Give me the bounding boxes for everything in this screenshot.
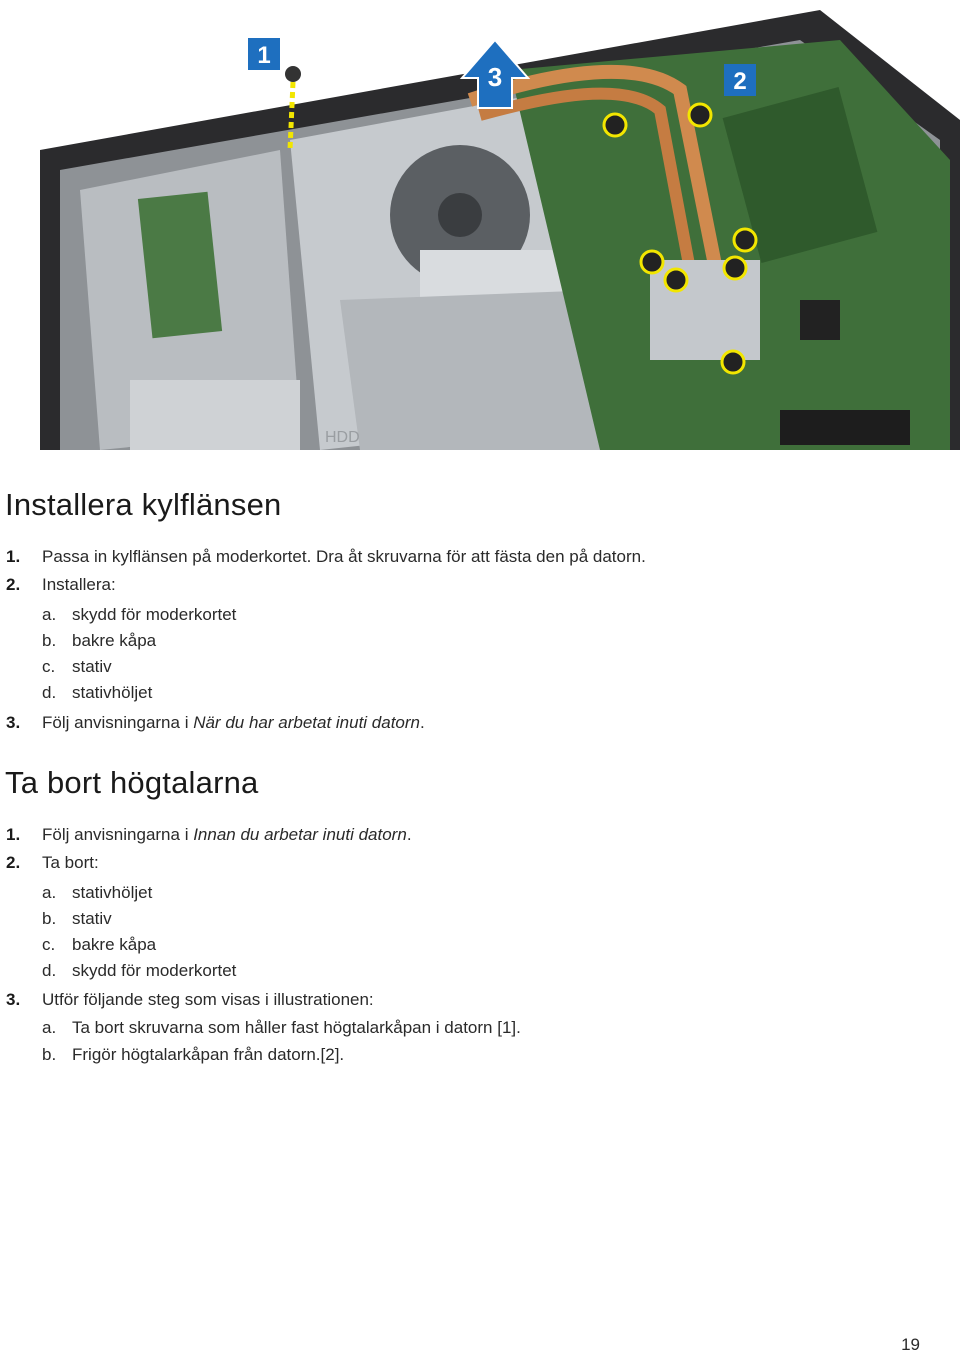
sub-text: stativhöljet [72, 883, 153, 902]
callout-2-label: 2 [733, 68, 747, 95]
section-title-remove-speakers: Ta bort högtalarna [5, 765, 259, 800]
sub-letter: d. [42, 683, 57, 702]
sub-text: stativhöljet [72, 683, 153, 702]
callout-1-label: 1 [257, 42, 271, 69]
step-text: Passa in kylflänsen på moderkortet. Dra åt skruvarna för att fästa den på datorn. [42, 547, 646, 566]
sub-text: skydd för moderkortet [72, 605, 237, 624]
sub-letter: a. [42, 1018, 57, 1037]
heatsink-illustration [40, 0, 960, 450]
sub-letter: b. [42, 631, 57, 650]
step-number: 3. [6, 990, 21, 1009]
sub-letter: c. [42, 657, 56, 676]
computer-interior-photo [40, 0, 960, 450]
step-text: Följ anvisningarna i När du har arbetat inuti datorn. [42, 713, 425, 732]
sub-text: stativ [72, 909, 112, 928]
hdd-label: HDD [325, 429, 360, 446]
step-text: Utför följande steg som visas i illustrationen: [42, 990, 374, 1009]
sub-letter: a. [42, 883, 57, 902]
step-text: Ta bort: [42, 853, 99, 872]
sub-letter: a. [42, 605, 57, 624]
sub-letter: d. [42, 961, 57, 980]
callout-3-label: 3 [487, 62, 503, 92]
step-number: 2. [6, 575, 21, 594]
link-before-working-inside[interactable]: Innan du arbetar inuti datorn [193, 825, 407, 844]
step-number: 1. [6, 547, 21, 566]
step-number: 2. [6, 853, 21, 872]
sub-text: Ta bort skruvarna som håller fast högtalarkåpan i datorn [1]. [72, 1018, 521, 1037]
callout-2 [724, 64, 756, 96]
sub-text: Frigör högtalarkåpan från datorn.[2]. [72, 1045, 345, 1064]
section-title-install-heatsink: Installera kylflänsen [5, 487, 282, 522]
sub-letter: c. [42, 935, 56, 954]
sub-text: stativ [72, 657, 112, 676]
hard-drive [130, 380, 300, 450]
step-number: 1. [6, 825, 21, 844]
step-text: Installera: [42, 575, 116, 594]
callout-3 [488, 62, 502, 92]
ports [780, 410, 910, 445]
small-board [138, 192, 222, 339]
sub-text: skydd för moderkortet [72, 961, 237, 980]
step-number: 3. [6, 713, 21, 732]
chip [800, 300, 840, 340]
sub-letter: b. [42, 909, 57, 928]
link-after-working-inside[interactable]: När du har arbetat inuti datorn [193, 713, 421, 732]
sub-text: bakre kåpa [72, 935, 157, 954]
page-number: 19 [901, 1335, 920, 1354]
sub-letter: b. [42, 1045, 57, 1064]
step-text: Följ anvisningarna i Innan du arbetar inuti datorn. [42, 825, 412, 844]
sub-text: bakre kåpa [72, 631, 157, 650]
callout-1 [248, 38, 280, 70]
